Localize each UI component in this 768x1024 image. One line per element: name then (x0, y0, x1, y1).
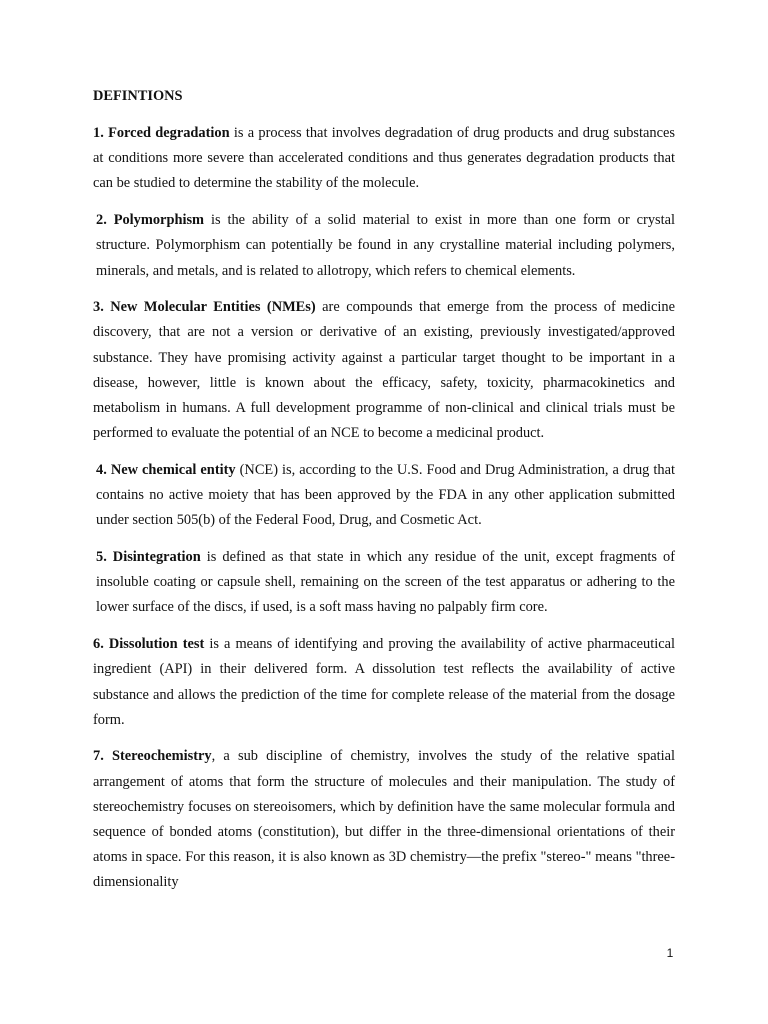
definition-term: 5. Disintegration (96, 549, 201, 566)
definition-item (93, 458, 675, 534)
definition-text: is the ability of a solid material to exist in more than one form or crystal structure. Polymorphism can potentially be found in any crystalline material including polymers, minerals, and metals, and is related to allotropy, which refers to chemical elements. (96, 212, 675, 279)
definition-text: (NCE) is, according to the U.S. Food and Drug Administration, a drug that contains no active moiety that has been approved by the FDA in any other application submitted under section 505(b) of the Federal Food, Drug, and Cosmetic Act. (96, 461, 675, 529)
definition-text: is a means of identifying and proving the availability of active pharmaceutical ingredient (API) in their delivered form. A dissolution test reflects the availability of active substance and allows the prediction of the time for complete release of the material from the dosage form. (93, 636, 676, 728)
definition-item (93, 295, 675, 446)
definition-item (93, 121, 675, 197)
definition-term: 4. New chemical entity (96, 461, 236, 478)
definition-item (93, 208, 675, 284)
definition-text: , a sub discipline of chemistry, involves the study of the relative spatial arrangement of atoms that form the structure of molecules and their manipulation. The study of stereochemistry focuses on stereoisomers, which by definition have the same molecular formula and sequence of bonded atoms (constitution), but differ in the three-dimensional orientations of their atoms in space. For this reason, it is also known as 3D chemistry—the prefix "stereo-" means "three-dimensionality (93, 748, 675, 891)
definition-term: 1. Forced degradation (93, 125, 230, 141)
definition-term: 6. Dissolution test (93, 636, 205, 653)
definition-term: 7. Stereochemistry (93, 748, 212, 765)
definition-item (93, 744, 675, 895)
definition-term: 2. Polymorphism (96, 212, 205, 229)
page-heading: DEFINTIONS (93, 88, 183, 104)
definition-text: is a process that involves degradation of drug products and drug substances at conditions more severe than accelerated conditions and thus generates degradation products that can be studied to determine the stability of the molecule. (93, 125, 675, 192)
definition-item (93, 632, 675, 733)
definition-item (93, 545, 675, 621)
definition-term: 3. New Molecular Entities (NMEs) (93, 299, 316, 316)
definition-text: are compounds that emerge from the process of medicine discovery, that are not a version or derivative of an existing, previously investigated/approved substance. They have promising activity against a particular target thought to be important in a disease, however, little is known about the efficacy, safety, toxicity, pharmacokinetics and metabolism in humans. A full development programme of non-clinical and clinical trials must be performed to evaluate the potential of an NCE to become a medicinal product. (93, 299, 675, 442)
definitions-list (93, 121, 675, 907)
definition-text: is defined as that state in which any residue of the unit, except fragments of insoluble coating or capsule shell, remaining on the screen of the test apparatus or adhering to the lower surface of the discs, if used, is a soft mass having no palpably firm core. (96, 549, 675, 616)
page-number: 1 (666, 946, 674, 960)
